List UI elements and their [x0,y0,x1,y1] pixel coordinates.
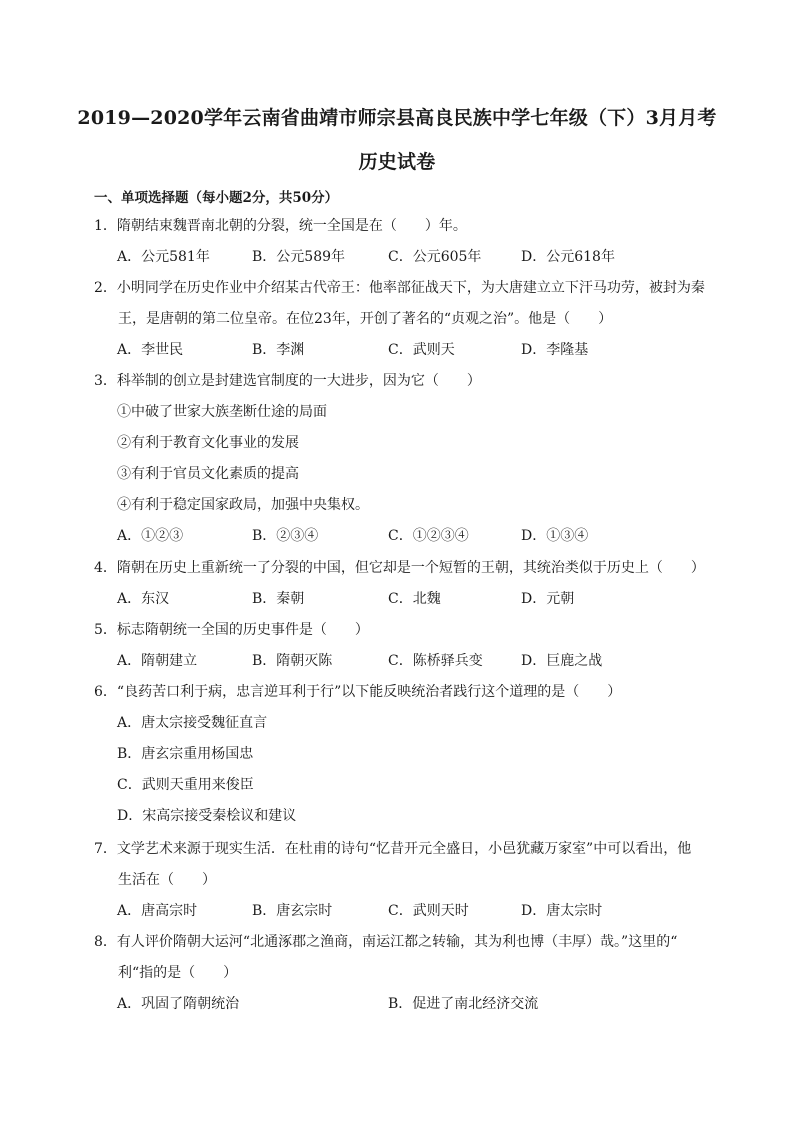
question-8-stem-cont: 利“指的是（ ） [118,965,238,981]
question-7-stem: 7．文学艺术来源于现实生活．在杜甫的诗句“忆昔开元全盛日，小邑犹藏万家室”中可以看出，他 [94,841,692,857]
option-b: B．李渊 [252,342,305,358]
option-b: B．秦朝 [252,591,305,607]
question-4-stem: 4．隋朝在历史上重新统一了分裂的中国，但它却是一个短暂的王朝，其统治类似于历史上（ ） [94,560,705,576]
question-2-options [117,335,717,366]
section-heading: 一、单项选择题（每小题2分，共50分） [94,190,339,206]
option-c: C．武则天 [388,342,455,358]
option-d: D．①③④ [521,528,589,544]
option-b: B．隋朝灭陈 [252,653,333,669]
question-6-stem: 6．“良药苦口利于病，忠言逆耳利于行”以下能反映统治者践行这个道理的是（ ） [94,684,622,700]
option-a: A．公元581年 [117,249,210,265]
option-c: C．公元605年 [388,249,482,265]
question-6 [94,677,704,708]
option-d: D．李隆基 [521,342,589,358]
question-5-options [117,646,717,677]
option-a: A．巩固了隋朝统治 [117,996,240,1012]
question-8-stem: 8．有人评价隋朝大运河“北通涿郡之渔商，南运江都之转输，其为利也博（丰厚）哉。”这里的“ [94,934,678,950]
question-5-stem: 5．标志隋朝统一全国的历史事件是（ ） [94,622,369,638]
option-a: A．①②③ [117,528,184,544]
question-7-stem-cont: 生活在（ ） [118,872,216,888]
question-7 [94,834,704,896]
statement-2: ②有利于教育文化事业的发展 [117,435,299,451]
option-c: C．武则天重用来俊臣 [117,777,254,793]
question-8-options [117,989,717,1020]
option-d: D．公元618年 [521,249,615,265]
question-1 [94,211,704,242]
question-5 [94,615,704,646]
option-a: A．唐太宗接受魏征直言 [117,715,268,731]
option-b: B．②③④ [252,528,319,544]
option-a: A．隋朝建立 [117,653,198,669]
question-7-options [117,896,717,927]
question-1-stem: 1．隋朝结束魏晋南北朝的分裂，统一全国是在（ ）年。 [94,218,467,234]
exam-title-line1: 2019—2020学年云南省曲靖市师宗县高良民族中学七年级（下）3月月考 [77,107,717,129]
question-3-stem: 3．科举制的创立是封建选官制度的一大进步，因为它（ ） [94,373,481,389]
exam-title-line2: 历史试卷 [358,151,436,173]
option-d: D．唐太宗时 [521,903,603,919]
option-c: C．陈桥驿兵变 [388,653,483,669]
question-2-stem-cont: 王，是唐朝的第二位皇帝。在位23年，开创了著名的“贞观之治”。他是（ ） [118,311,613,327]
option-d: D．巨鹿之战 [521,653,603,669]
question-2-stem: 2．小明同学在历史作业中介绍某古代帝王：他率部征战天下，为大唐建立立下汗马功劳，被封为秦 [94,280,705,296]
option-d: D．元朝 [521,591,575,607]
option-c: C．武则天时 [388,903,469,919]
question-4 [94,553,704,584]
option-b: B．促进了南北经济交流 [388,996,539,1012]
option-d: D．宋高宗接受秦桧议和建议 [117,808,297,824]
option-c: C．①②③④ [388,528,469,544]
statement-4: ④有利于稳定国家政局，加强中央集权。 [117,497,369,513]
option-b: B．公元589年 [252,249,346,265]
option-a: A．李世民 [117,342,184,358]
option-a: A．唐高宗时 [117,903,198,919]
question-2 [94,273,704,335]
question-8 [94,927,704,989]
question-1-options [117,242,717,273]
question-3-options [117,521,717,552]
statement-3: ③有利于官员文化素质的提高 [117,466,299,482]
option-c: C．北魏 [388,591,441,607]
statement-1: ①中破了世家大族垄断仕途的局面 [117,404,327,420]
option-b: B．唐玄宗重用杨国忠 [117,746,254,762]
option-a: A．东汉 [117,591,170,607]
question-3 [94,366,704,397]
question-4-options [117,584,717,615]
option-b: B．唐玄宗时 [252,903,333,919]
